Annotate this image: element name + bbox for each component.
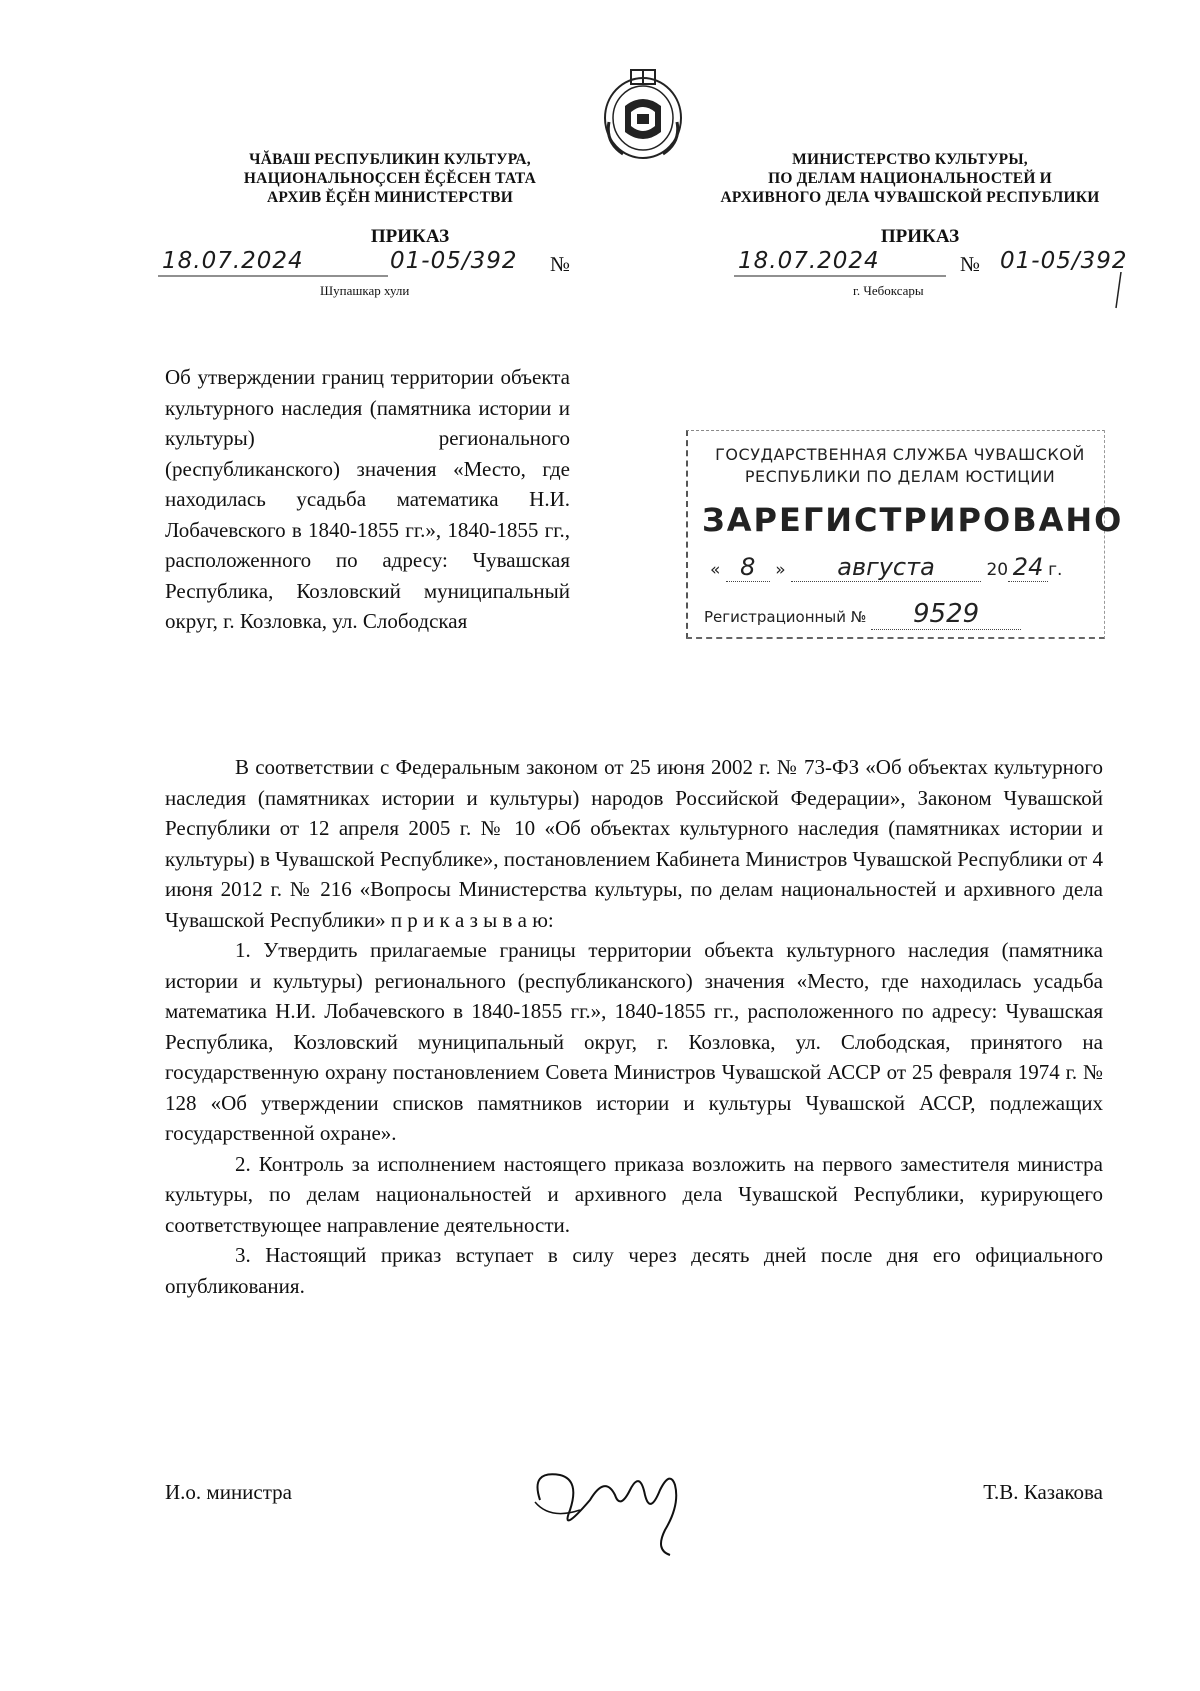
body-paragraph-3: 3. Настоящий приказ вступает в силу через десять дней после дня его официального опубликования. [165,1243,1103,1298]
handwritten-number-right: 01-05/392 [1000,248,1128,274]
city-chuvash: Шупашкар хули [320,283,410,298]
stamp-year-prefix: 20 [986,560,1009,580]
document-title: Об утверждении границ территории объекта культурного наследия (памятника истории и культуры) регионального (республиканского) значения «Место, где находилась усадьба математика Н.И. Лобачевского в 1840-1855 гг.», 1840-1855 гг., расположенного по адресу: Чувашская Республика, Козловский муниципальный округ, г. Козловка, ул. Слободская [165,365,570,633]
body-paragraph-preamble: В соответствии с Федеральным законом от 25 июня 2002 г. № 73-ФЗ «Об объектах культурного наследия (памятниках истории и культуры) народов Российской Федерации», Законом Чувашской Республики от 12 апреля 2005 г. № 10 «Об объектах культурного наследия (памятниках истории и культуры) в Чувашской Республике», постановлением Кабинета Министров Чувашской Республики от 4 июня 2012 г. № 216 «Вопросы Министерства культуры, по делам национальностей и архивного дела Чувашской Республики» п р и к а з ы в а ю: [165,755,1103,932]
org-name-chuvash-line3: АРХИВ ĔÇĔН МИНИСТЕРСТВИ [267,189,513,206]
stamp-year-letter: г. [1048,560,1063,580]
stamp-registered: ЗАРЕГИСТРИРОВАНО [702,501,1124,539]
body-paragraph-2: 2. Контроль за исполнением настоящего приказа возложить на первого заместителя министра культуры, по делам национальностей и архивного дела Чувашской Республики, курирующего соответствующее направление деятельности. [165,1151,1103,1237]
stamp-reg-number-row [704,599,1094,630]
coat-of-arms-emblem [601,62,685,160]
stamp-quote-open: « [710,560,721,580]
handwritten-number-left: 01-05/392 [390,248,518,274]
handwritten-date-right: 18.07.2024 [738,248,880,274]
org-name-russian-line2: ПО ДЕЛАМ НАЦИОНАЛЬНОСТЕЙ И [768,170,1052,187]
org-name-chuvash-line2: НАЦИОНАЛЬНОÇСЕН ĔÇĔСЕН ТАТА [243,170,537,187]
signer-role: И.о. министра [165,1480,292,1504]
handwritten-signature [520,1440,700,1560]
registration-stamp [686,430,1124,639]
date-underline-right [726,272,1146,312]
stamp-quote-close: » [775,560,786,580]
stamp-reg-number: 9529 [871,599,1021,630]
stamp-line2: РЕСПУБЛИКИ ПО ДЕЛАМ ЮСТИЦИИ [744,467,1056,486]
doc-type-left: ПРИКАЗ [370,226,450,247]
city-russian: г. Чебоксары [853,283,924,298]
number-sign-right: № [960,252,981,276]
stamp-date [710,553,1100,582]
stamp-reg-label: Регистрационный № [704,608,867,626]
stamp-month: августа [791,553,981,582]
handwritten-date-left: 18.07.2024 [162,248,304,274]
body-paragraph-1: 1. Утвердить прилагаемые границы территории объекта культурного наследия (памятника истории и культуры) регионального (республиканского) значения «Место, где находилась усадьба математика Н.И. Лобачевского в 1840-1855 гг.», 1840-1855 гг., расположенного по адресу: Чувашская Республика, Козловский муниципальный округ, г. Козловка, ул. Слободская, принятого на государственную охрану постановлением Совета Министров Чувашской АССР от 25 февраля 1974 г. № 128 «Об утверждении списков памятников истории и культуры Чувашской АССР, подлежащих государственной охране». [165,938,1103,1145]
org-name-russian-line3: АРХИВНОГО ДЕЛА ЧУВАШСКОЙ РЕСПУБЛИКИ [720,189,1100,206]
signer-name: Т.В. Казакова [983,1480,1103,1504]
org-name-russian-line1: МИНИСТЕРСТВО КУЛЬТУРЫ, [792,151,1028,168]
doc-type-right: ПРИКАЗ [880,226,960,247]
number-sign-left: № [550,252,571,276]
stamp-day: 8 [726,553,770,582]
org-name-russian [700,150,1120,207]
org-name-chuvash [225,150,555,207]
stamp-line1: ГОСУДАРСТВЕННАЯ СЛУЖБА ЧУВАШСКОЙ [715,445,1085,464]
document-body [165,752,1103,1301]
org-name-chuvash-line1: ЧĂВАШ РЕСПУБЛИКИН КУЛЬТУРА, [249,151,531,168]
stamp-year-suffix: 24 [1008,553,1048,582]
